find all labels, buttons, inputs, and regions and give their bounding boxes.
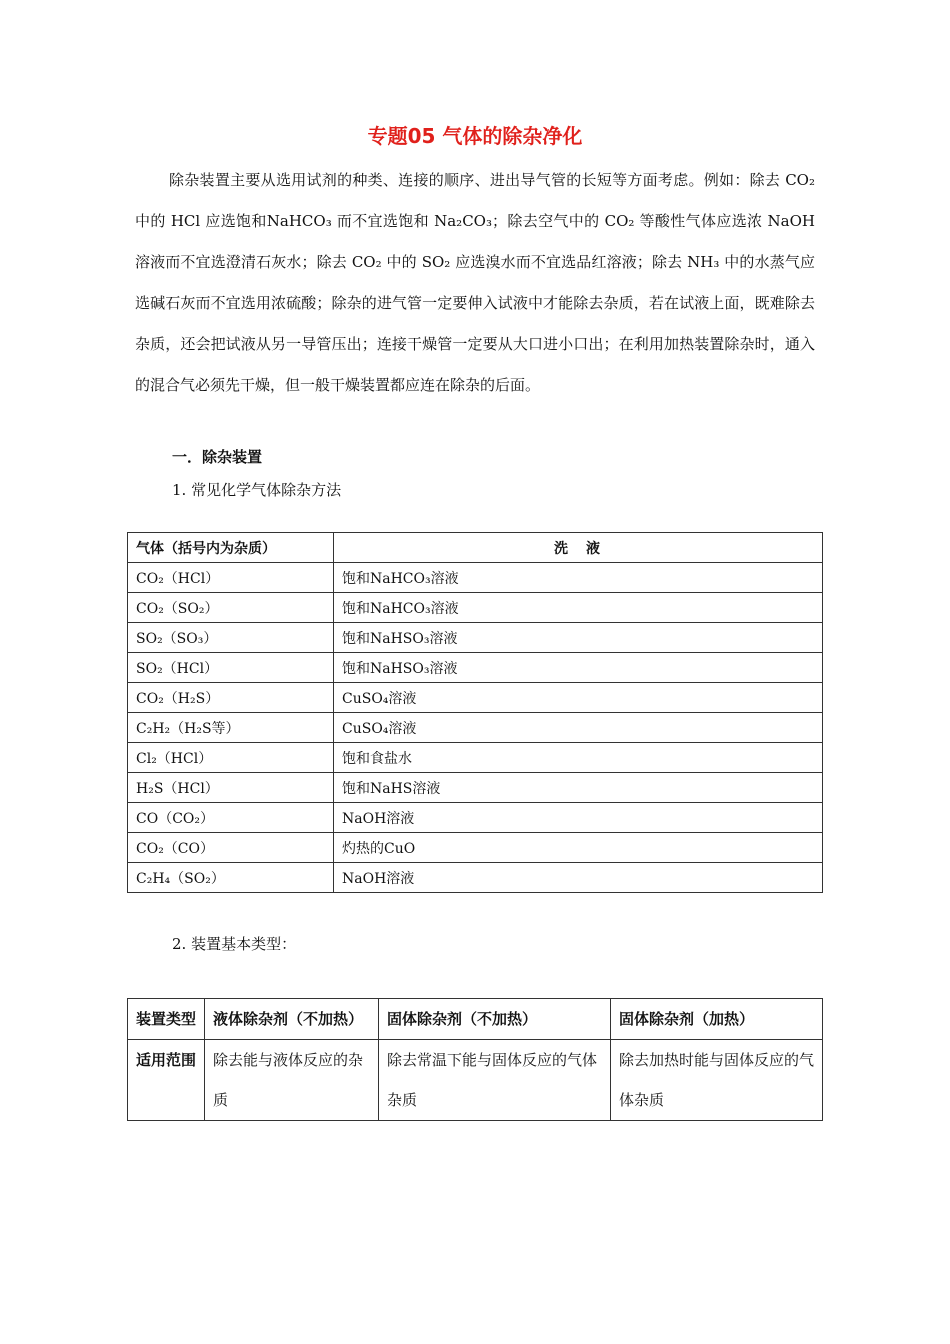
reagent-cell: 饱和食盐水	[334, 743, 823, 773]
table-row	[128, 1040, 823, 1121]
table-header-row	[128, 999, 823, 1040]
table-cell: 除去能与液体反应的杂质	[205, 1040, 379, 1121]
gas-cell: CO₂（SO₂）	[128, 593, 334, 623]
reagent-cell: 饱和NaHSO₃溶液	[334, 653, 823, 683]
table-header-cell: 固体除杂剂（加热）	[611, 999, 823, 1040]
reagent-cell: 饱和NaHCO₃溶液	[334, 563, 823, 593]
subsection-heading-1: 1. 常见化学气体除杂方法	[172, 481, 342, 499]
table-row	[128, 863, 823, 893]
reagent-cell: NaOH溶液	[334, 863, 823, 893]
gas-cell: CO₂（H₂S）	[128, 683, 334, 713]
section-heading-1: 一．除杂装置	[172, 448, 263, 466]
table-header-cell: 液体除杂剂（不加热）	[205, 999, 379, 1040]
gas-purification-table	[127, 532, 823, 893]
gas-cell: CO（CO₂）	[128, 803, 334, 833]
intro-paragraph: 除杂装置主要从选用试剂的种类、连接的顺序、进出导气管的长短等方面考虑。例如：除去 CO₂ 中的 HCl 应选饱和NaHCO₃ 而不宜选饱和 Na₂CO₃；除去空气中的 CO₂ 等酸性气体应选浓 NaOH 溶液而不宜选澄清石灰水；除去 CO₂ 中的 SO₂ 应选溴水而不宜选品红溶液；除去 NH₃ 中的水蒸气应选碱石灰而不宜选用浓硫酸；除杂的进气管一定要伸入试液中才能除去杂质，若在试液上面，既难除去杂质，还会把试液从另一导管压出；连接干燥管一定要从大口进小口出；在利用加热装置除杂时，通入的混合气必须先干燥，但一般干燥装置都应连在除杂的后面。	[135, 171, 815, 394]
table-row	[128, 773, 823, 803]
table-row	[128, 743, 823, 773]
reagent-cell: NaOH溶液	[334, 803, 823, 833]
table-row	[128, 623, 823, 653]
reagent-cell: 灼热的CuO	[334, 833, 823, 863]
gas-cell: C₂H₂（H₂S等）	[128, 713, 334, 743]
gas-cell: CO₂（HCl）	[128, 563, 334, 593]
gas-cell: H₂S（HCl）	[128, 773, 334, 803]
reagent-cell: CuSO₄溶液	[334, 683, 823, 713]
reagent-cell: 饱和NaHS溶液	[334, 773, 823, 803]
table-header-cell: 气体（括号内为杂质）	[128, 533, 334, 563]
row-label-cell: 装置类型	[128, 999, 205, 1040]
gas-cell: Cl₂（HCl）	[128, 743, 334, 773]
gas-cell: SO₂（SO₃）	[128, 623, 334, 653]
row-label-cell: 适用范围	[128, 1040, 205, 1121]
table-row	[128, 833, 823, 863]
table-row	[128, 683, 823, 713]
table-cell: 除去加热时能与固体反应的气体杂质	[611, 1040, 823, 1121]
table-row	[128, 713, 823, 743]
subsection-heading-2: 2. 装置基本类型：	[172, 935, 297, 953]
table-header-cell: 固体除杂剂（不加热）	[379, 999, 611, 1040]
table-row	[128, 563, 823, 593]
reagent-cell: 饱和NaHCO₃溶液	[334, 593, 823, 623]
table-header-row	[128, 533, 823, 563]
reagent-cell: 饱和NaHSO₃溶液	[334, 623, 823, 653]
apparatus-type-table	[127, 998, 823, 1121]
table-cell: 除去常温下能与固体反应的气体杂质	[379, 1040, 611, 1121]
reagent-cell: CuSO₄溶液	[334, 713, 823, 743]
table-row	[128, 653, 823, 683]
table-row	[128, 803, 823, 833]
table-header-cell: 洗 液	[334, 533, 823, 563]
gas-cell: CO₂（CO）	[128, 833, 334, 863]
table-row	[128, 593, 823, 623]
page-title: 专题05 气体的除杂净化	[367, 124, 583, 148]
gas-cell: SO₂（HCl）	[128, 653, 334, 683]
gas-cell: C₂H₄（SO₂）	[128, 863, 334, 893]
